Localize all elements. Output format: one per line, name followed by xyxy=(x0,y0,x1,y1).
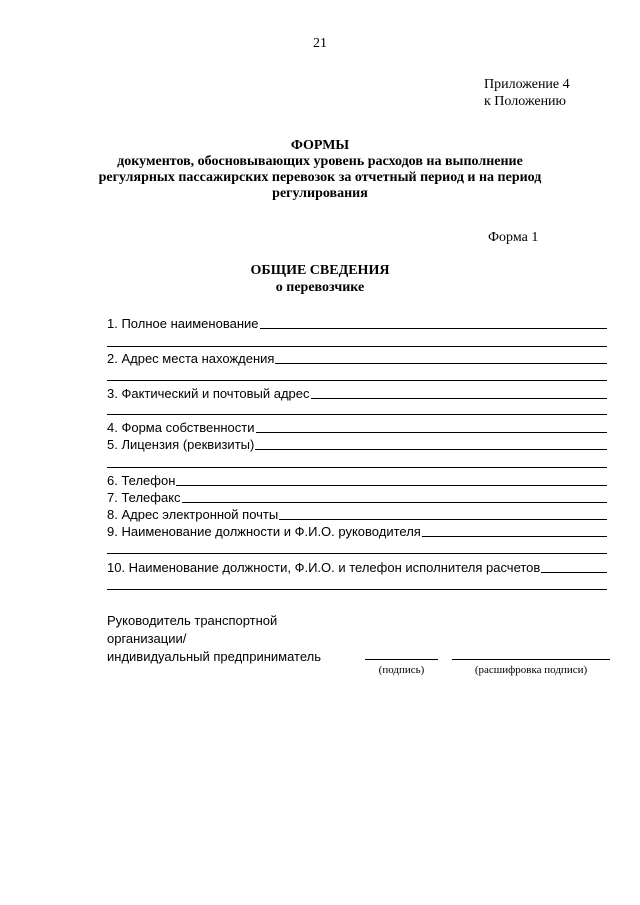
field-underline xyxy=(311,398,607,399)
field-underline xyxy=(182,502,607,503)
field-executor-position-name-phone[interactable] xyxy=(107,559,607,575)
signature-decoding-caption: (расшифровка подписи) xyxy=(474,664,588,676)
title-line-2: регулярных пассажирских перевозок за отчетный период и на период xyxy=(98,170,542,185)
title-heading: ФОРМЫ xyxy=(290,138,350,153)
field-label: 7. Телефакс xyxy=(107,490,181,505)
form-number: Форма 1 xyxy=(488,230,539,245)
appendix-line-2: к Положению xyxy=(484,94,567,109)
field-continuation-line[interactable] xyxy=(107,589,607,590)
field-continuation-line[interactable] xyxy=(107,346,607,347)
signature-label-line-1: Руководитель транспортной xyxy=(107,613,278,628)
field-phone[interactable] xyxy=(107,472,607,488)
field-underline xyxy=(275,363,607,364)
title-line-3: регулирования xyxy=(272,186,368,201)
field-label: 8. Адрес электронной почты xyxy=(107,507,279,522)
field-label: 10. Наименование должности, Ф.И.О. и телефон исполнителя расчетов xyxy=(107,560,541,575)
field-email[interactable] xyxy=(107,506,607,522)
field-continuation-line[interactable] xyxy=(107,380,607,381)
signature-caption: (подпись) xyxy=(378,664,425,676)
field-underline xyxy=(279,519,607,520)
field-license[interactable] xyxy=(107,436,607,452)
signature-label-line-3: индивидуальный предприниматель xyxy=(107,649,321,664)
field-label: 1. Полное наименование xyxy=(107,316,259,331)
field-actual-postal-address[interactable] xyxy=(107,385,607,401)
field-underline xyxy=(260,328,608,329)
field-label: 4. Форма собственности xyxy=(107,420,255,435)
section-heading xyxy=(90,262,550,296)
field-label: 6. Телефон xyxy=(107,473,176,488)
signature-line[interactable] xyxy=(365,659,438,660)
field-underline xyxy=(256,432,607,433)
appendix-reference xyxy=(484,76,570,110)
signature-decoding-line[interactable] xyxy=(452,659,610,660)
field-label: 5. Лицензия (реквизиты) xyxy=(107,437,255,452)
section-subtitle: о перевозчике xyxy=(275,280,365,295)
field-underline xyxy=(541,572,607,573)
field-fax[interactable] xyxy=(107,489,607,505)
section-title: ОБЩИЕ СВЕДЕНИЯ xyxy=(250,263,390,278)
field-label: 2. Адрес места нахождения xyxy=(107,351,275,366)
field-label: 9. Наименование должности и Ф.И.О. руководителя xyxy=(107,524,421,539)
title-line-1: документов, обосновывающих уровень расходов на выполнение xyxy=(117,154,523,169)
field-full-name[interactable] xyxy=(107,315,607,331)
signature-label-line-2: организации/ xyxy=(107,631,187,646)
document-title xyxy=(90,138,550,202)
field-label: 3. Фактический и почтовый адрес xyxy=(107,386,310,401)
page-number: 21 xyxy=(313,36,327,51)
field-continuation-line[interactable] xyxy=(107,553,607,554)
field-head-position-name[interactable] xyxy=(107,523,607,539)
appendix-line-1: Приложение 4 xyxy=(484,77,570,92)
signature-label xyxy=(107,612,321,666)
field-continuation-line[interactable] xyxy=(107,467,607,468)
field-continuation-line[interactable] xyxy=(107,414,607,415)
field-underline xyxy=(176,485,607,486)
field-underline xyxy=(255,449,607,450)
field-address-location[interactable] xyxy=(107,350,607,366)
field-underline xyxy=(422,536,607,537)
field-ownership-form[interactable] xyxy=(107,419,607,435)
